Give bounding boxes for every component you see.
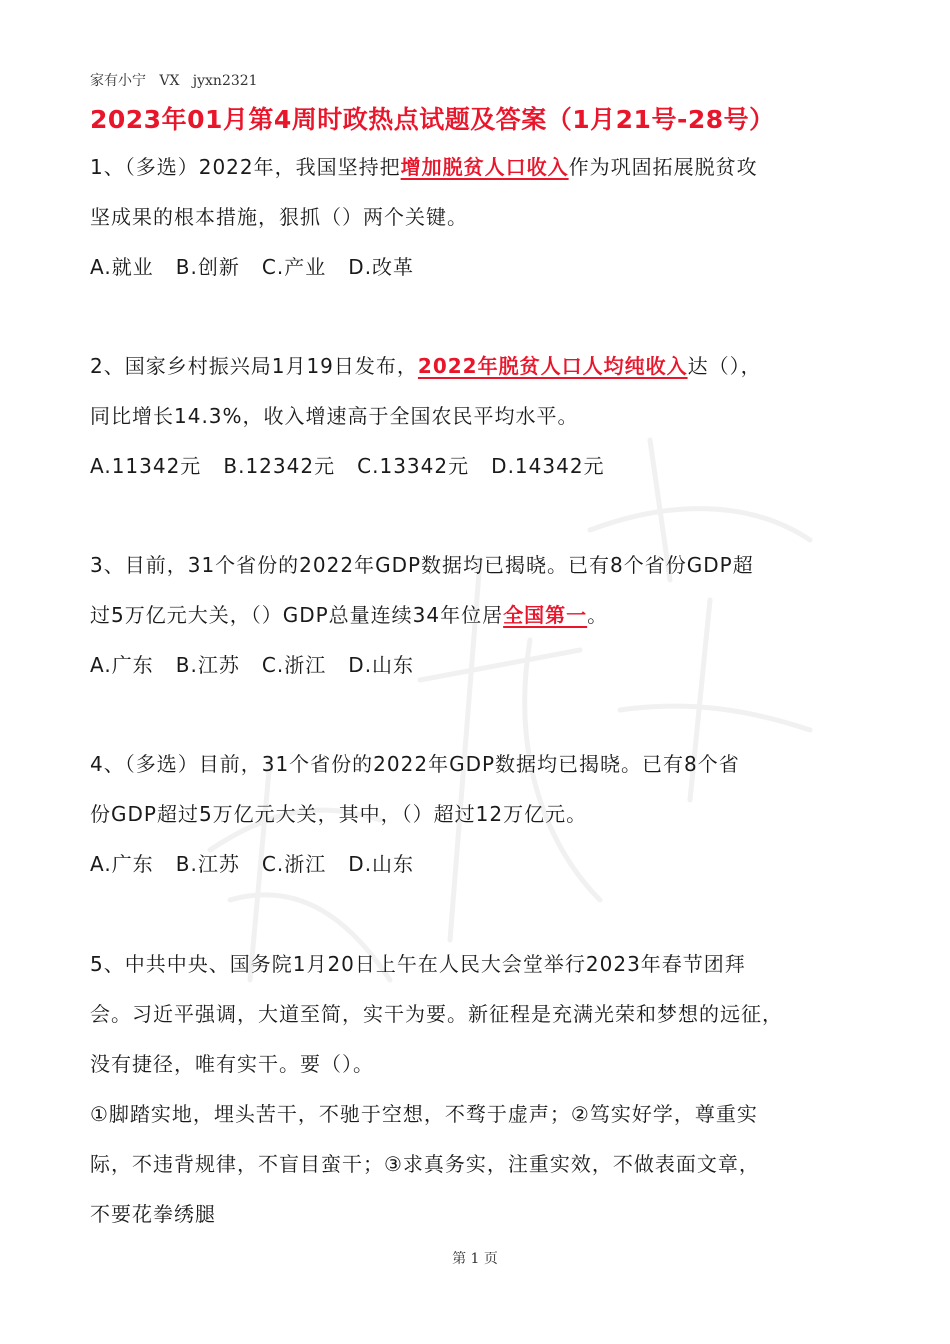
header-note: 家有小宁 VX jyxn2321 bbox=[90, 73, 258, 89]
question-5-line-1: 5、中共中央、国务院1月20日上午在人民大会堂举行2023年春节团拜 bbox=[90, 952, 746, 976]
question-5-line-2: 会。习近平强调，大道至简，实干为要。新征程是充满光荣和梦想的远征， bbox=[90, 1002, 783, 1026]
question-5-line-6: 不要花拳绣腿 bbox=[90, 1202, 216, 1226]
question-text: 。 bbox=[587, 603, 609, 627]
question-3 bbox=[90, 540, 870, 690]
question-2-options: A.11342元 B.12342元 C.13342元 D.14342元 bbox=[90, 454, 605, 478]
question-2 bbox=[90, 341, 870, 491]
question-4 bbox=[90, 739, 870, 889]
question-3-options: A.广东 B.江苏 C.浙江 D.山东 bbox=[90, 653, 415, 677]
question-1 bbox=[90, 142, 870, 292]
page-number: 第 1 页 bbox=[452, 1251, 498, 1267]
question-5-line-5: 际，不违背规律，不盲目蛮干；③求真务实，注重实效，不做表面文章， bbox=[90, 1152, 760, 1176]
question-text: 2、国家乡村振兴局1月19日发布， bbox=[90, 354, 418, 378]
question-3-line-2 bbox=[90, 590, 870, 640]
question-text: 1、（多选）2022年，我国坚持把 bbox=[90, 155, 401, 179]
page-title: 2023年01月第4周时政热点试题及答案（1月21号-28号） bbox=[90, 105, 775, 134]
question-2-line-2: 同比增长14.3%，收入增速高于全国农民平均水平。 bbox=[90, 404, 579, 428]
question-2-line-1 bbox=[90, 341, 870, 391]
question-3-line-1: 3、目前，31个省份的2022年GDP数据均已揭晓。已有8个省份GDP超 bbox=[90, 553, 754, 577]
question-1-options: A.就业 B.创新 C.产业 D.改革 bbox=[90, 255, 415, 279]
question-4-line-2: 份GDP超过5万亿元大关，其中，（）超过12万亿元。 bbox=[90, 802, 588, 826]
question-text: 作为巩固拓展脱贫攻 bbox=[568, 155, 758, 179]
highlight-text: 增加脱贫人口收入 bbox=[400, 155, 569, 179]
question-text: 过5万亿元大关，（）GDP总量连续34年位居 bbox=[90, 603, 504, 627]
question-5-line-3: 没有捷径，唯有实干。要（）。 bbox=[90, 1052, 374, 1076]
question-4-options: A.广东 B.江苏 C.浙江 D.山东 bbox=[90, 852, 415, 876]
question-5-line-4: ①脚踏实地，埋头苦干，不驰于空想，不骛于虚声；②笃实好学，尊重实 bbox=[90, 1102, 758, 1126]
question-5 bbox=[90, 939, 870, 1239]
question-4-line-1: 4、（多选）目前，31个省份的2022年GDP数据均已揭晓。已有8个省 bbox=[90, 752, 740, 776]
highlight-text: 2022年脱贫人口人均纯收入 bbox=[417, 354, 688, 378]
question-1-line-2: 坚成果的根本措施，狠抓（）两个关键。 bbox=[90, 205, 468, 229]
highlight-text: 全国第一 bbox=[503, 603, 588, 627]
question-text: 达（）， bbox=[687, 354, 762, 378]
question-1-line-1 bbox=[90, 142, 870, 192]
